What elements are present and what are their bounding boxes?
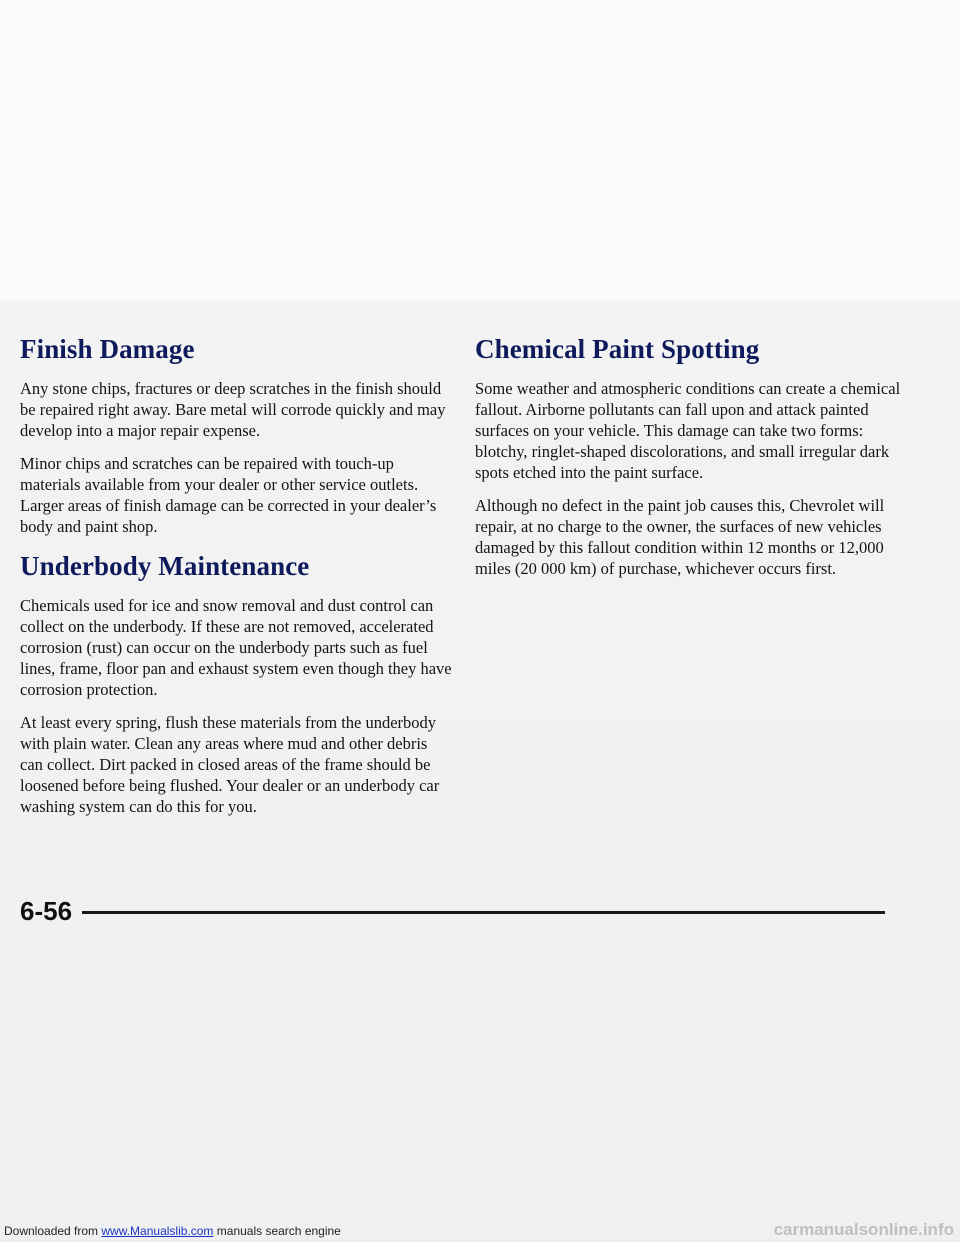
page-top-blank [0, 0, 960, 300]
finish-damage-paragraph-2: Minor chips and scratches can be repaired with touch-up materials available from your dealer or other service outlets. Larger areas of finish damage can be corrected in your dealer’s body and paint shop. [20, 454, 437, 536]
download-watermark [4, 1224, 341, 1238]
right-column [475, 332, 915, 591]
finish-damage-heading: Finish Damage [20, 334, 195, 364]
manualslib-link[interactable]: www.Manualslib.com [101, 1224, 214, 1238]
chemical-paint-paragraph-1: Some weather and atmospheric conditions can create a chemical fallout. Airborne pollutants can fall upon and attack painted surfaces on your vehicle. This damage can take two forms: blotchy, ringlet-shaped discolorations, and small irregular dark spots etched into the paint surface. [475, 379, 901, 482]
watermark-suffix: manuals search engine [213, 1224, 341, 1238]
chemical-paint-paragraph-2: Although no defect in the paint job causes this, Chevrolet will repair, at no charge to the owner, the surfaces of new vehicles damaged by this fallout condition within 12 months or 12,000 miles (20 000 km) of purchase, whichever occurs first. [475, 496, 885, 578]
footer-rule [82, 911, 885, 914]
underbody-paragraph-2: At least every spring, flush these materials from the underbody with plain water. Clean any areas where mud and other debris can collect. Dirt packed in closed areas of the frame should be loosened before being flushed. Your dealer or an underbody car washing system can do this for you. [20, 713, 440, 816]
underbody-maintenance-heading: Underbody Maintenance [20, 551, 310, 581]
page-number: 6-56 [20, 896, 73, 926]
left-column [20, 332, 452, 829]
watermark-prefix: Downloaded from [4, 1224, 102, 1238]
site-watermark: carmanualsonline.info [773, 1220, 954, 1239]
finish-damage-paragraph-1: Any stone chips, fractures or deep scratches in the finish should be repaired right away. Bare metal will corrode quickly and may develop into a major repair expense. [20, 379, 446, 440]
underbody-paragraph-1: Chemicals used for ice and snow removal and dust control can collect on the underbody. If these are not removed, accelerated corrosion (rust) can occur on the underbody parts such as fuel lines, frame, floor pan and exhaust system even though they have corrosion protection. [20, 596, 452, 699]
chemical-paint-spotting-heading: Chemical Paint Spotting [475, 334, 760, 364]
